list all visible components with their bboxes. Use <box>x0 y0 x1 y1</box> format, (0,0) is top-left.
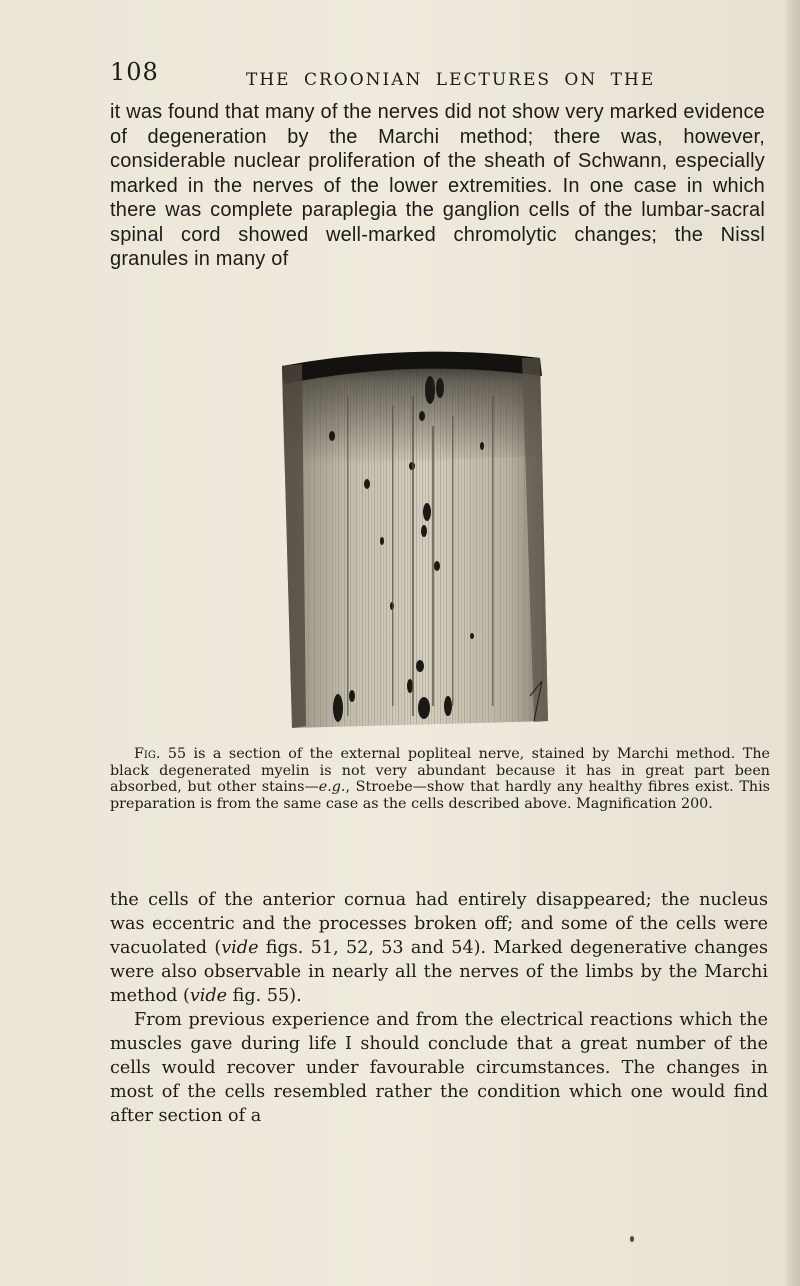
ink-speck <box>630 1236 634 1242</box>
top-paragraph: it was found that many of the nerves did not show very marked evidence of degeneration by the Marchi method; there was, however, considerable nuclear proliferation of the sheath of Schwann, especially marked in the nerves of the lower extremities. In one case in which there was complete paraplegia the ganglion cells of the lumbar-sacral spinal cord showed well-marked chromolytic changes; the Nissl granules in many of <box>110 101 765 270</box>
page-edge <box>786 0 800 1286</box>
caption-eg: e.g. <box>318 779 346 795</box>
running-head: THE CROONIAN LECTURES ON THE <box>246 70 656 90</box>
micrograph-figure <box>272 336 559 736</box>
figure-caption <box>110 746 770 812</box>
p1-part-b: figs. 51, 52, 53 and 54). Marked degenerative changes were also observable in nearly all the nerves of the limbs by the Marchi method ( <box>110 938 768 1006</box>
caption-text: is a section of the external popliteal nerve, stained by Marchi method. The black degenerated myelin is not very abundant because it has in great part been absorbed, but other stains— <box>110 746 770 795</box>
nerve-section-micrograph <box>272 336 559 736</box>
caption-rest: , Stroebe—show that hardly any healthy fibres exist. This preparation is from the same case as the cells described above. Magnification 200. <box>110 779 770 812</box>
p1-vide-2: vide <box>189 986 228 1006</box>
body-paragraph-2: From previous experience and from the electrical reactions which the muscles gave during life I should conclude that a great number of the cells would recover under favourable circumstances. The changes in most of the cells resembled rather the condition which one would find after section of a <box>110 1010 768 1126</box>
p1-part-c: fig. 55). <box>227 986 302 1006</box>
p1-part-a: the cells of the anterior cornua had entirely disappeared; the nucleus was eccentric and the processes broken off; and some of the cells were vacuolated ( <box>110 890 768 958</box>
page-number: 108 <box>110 58 159 86</box>
body-text <box>110 888 768 1128</box>
p1-vide-1: vide <box>221 938 259 958</box>
body-paragraph-1 <box>110 888 768 1008</box>
figure-label: Fig. 55 <box>134 746 187 762</box>
